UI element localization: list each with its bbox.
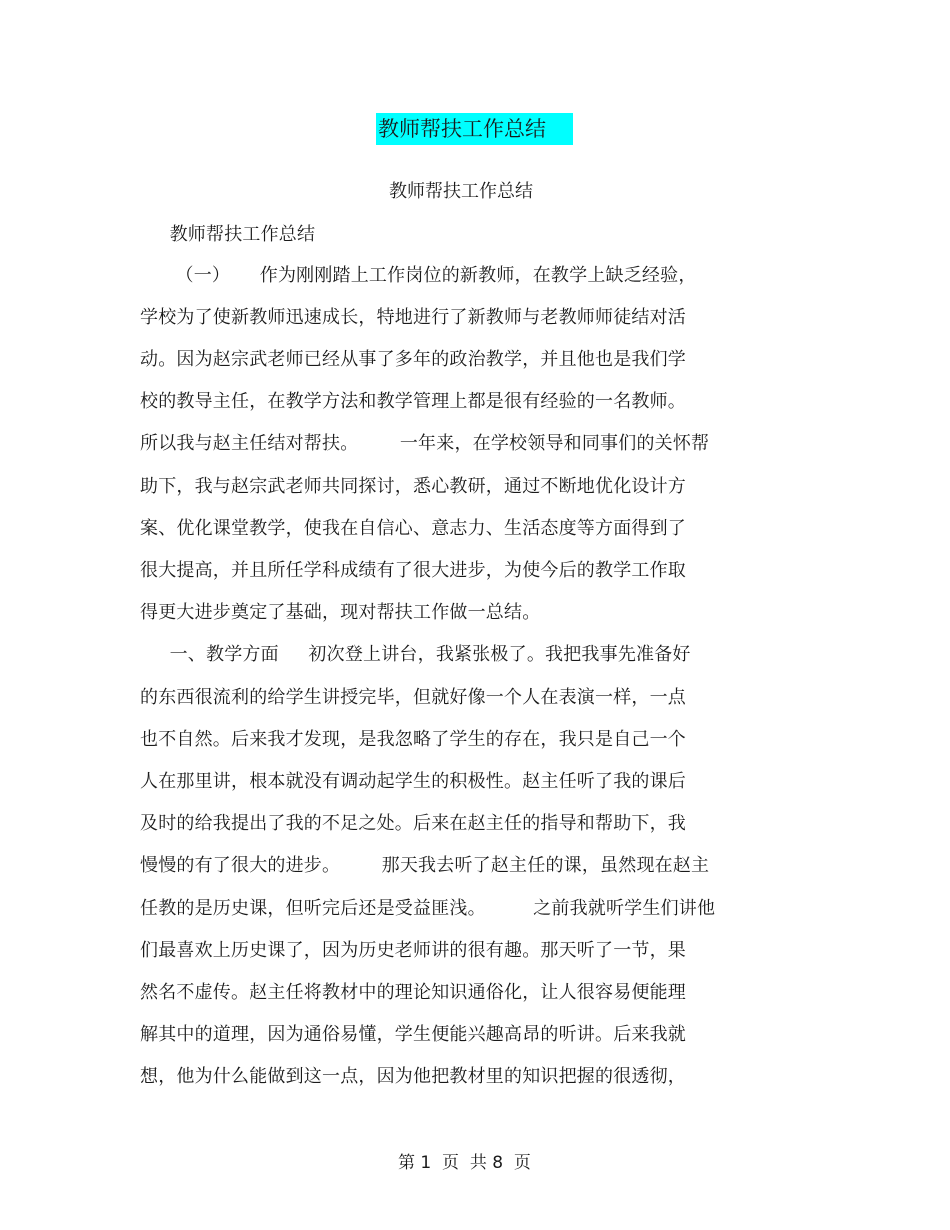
body-line: 所以我与赵主任结对帮扶。 一年来，在学校领导和同事们的关怀帮 <box>140 433 710 454</box>
body-line: 动。因为赵宗武老师已经从事了多年的政治教学，并且他也是我们学 <box>140 349 686 370</box>
body-line: 校的教导主任，在教学方法和教学管理上都是很有经验的一名教师。 <box>140 391 686 412</box>
document-subtitle: 教师帮扶工作总结 <box>389 181 533 202</box>
body-line: 及时的给我提出了我的不足之处。后来在赵主任的指导和帮助下，我 <box>140 813 686 834</box>
body-line: 助下，我与赵宗武老师共同探讨，悉心教研，通过不断地优化设计方 <box>140 476 686 497</box>
body-line: 然名不虚传。赵主任将教材中的理论知识通俗化，让人很容易便能理 <box>140 982 686 1003</box>
body-line: 人在那里讲，根本就没有调动起学生的积极性。赵主任听了我的课后 <box>140 771 686 792</box>
body-line: 想，他为什么能做到这一点，因为他把教材里的知识把握的很透彻， <box>140 1066 686 1087</box>
page-number-footer: 第 1 页 共 8 页 <box>398 1153 531 1173</box>
body-line: 任教的是历史课，但听完后还是受益匪浅。 之前我就听学生们讲他 <box>140 898 716 919</box>
body-line: 的东西很流利的给学生讲授完毕，但就好像一个人在表演一样，一点 <box>140 687 686 708</box>
body-line: 解其中的道理，因为通俗易懂，学生便能兴趣高昂的听讲。后来我就 <box>140 1024 686 1045</box>
body-line: 案、优化课堂教学，使我在自信心、意志力、生活态度等方面得到了 <box>140 518 686 539</box>
body-line: 很大提高，并且所任学科成绩有了很大进步，为使今后的教学工作取 <box>140 560 686 581</box>
body-line: （一） 作为刚刚踏上工作岗位的新教师，在教学上缺乏经验， <box>140 265 697 286</box>
body-line: 一、教学方面 初次登上讲台，我紧张极了。我把我事先准备好 <box>140 644 691 665</box>
body-line: 慢慢的有了很大的进步。 那天我去听了赵主任的课，虽然现在赵主 <box>140 855 710 876</box>
body-line: 教师帮扶工作总结 <box>140 224 316 245</box>
body-line: 学校为了使新教师迅速成长，特地进行了新教师与老教师师徒结对活 <box>140 307 686 328</box>
body-line: 们最喜欢上历史课了，因为历史老师讲的很有趣。那天听了一节，果 <box>140 940 686 961</box>
page-title: 教师帮扶工作总结 <box>376 113 573 145</box>
body-line: 也不自然。后来我才发现，是我忽略了学生的存在，我只是自己一个 <box>140 729 686 750</box>
body-line: 得更大进步奠定了基础，现对帮扶工作做一总结。 <box>140 602 541 623</box>
